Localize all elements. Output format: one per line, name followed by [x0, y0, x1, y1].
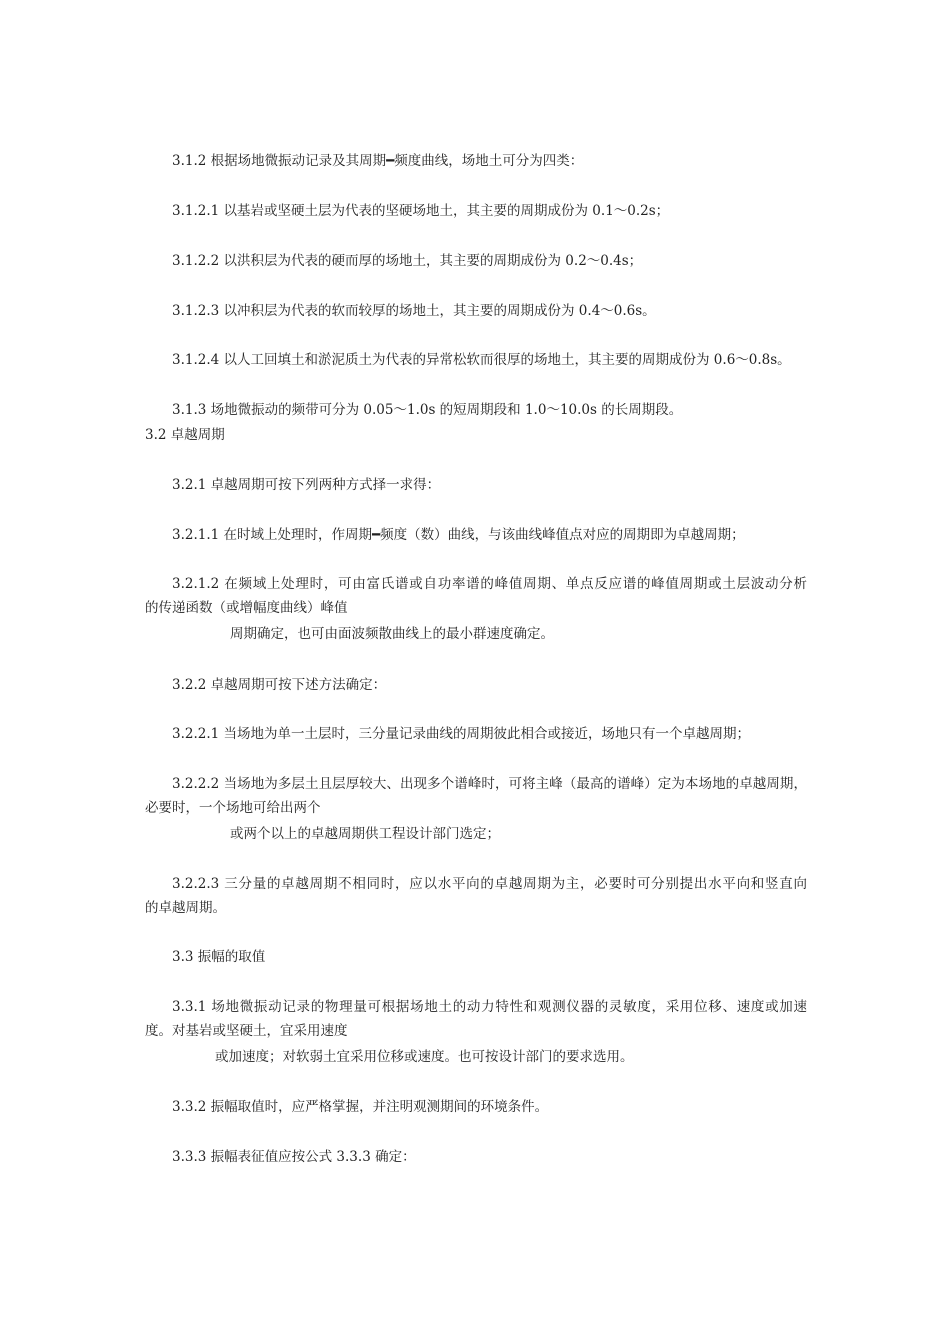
paragraph-3-3-2: 3.3.2 振幅取值时，应严格掌握，并注明观测期间的环境条件。 — [172, 1099, 549, 1115]
heading-3-2: 3.2 卓越周期 — [145, 427, 225, 443]
paragraph-3-2-2-1: 3.2.2.1 当场地为单一土层时，三分量记录曲线的周期彼此相合或接近，场地只有一个卓越周期； — [172, 726, 751, 742]
paragraph-3-1-3: 3.1.3 场地微振动的频带可分为 0.05～1.0s 的短周期段和 1.0～10.0s 的长周期段。 — [172, 402, 683, 418]
paragraph-3-3-1-line2: 度。对基岩或坚硬土，宜采用速度 — [145, 1023, 348, 1039]
paragraph-3-2-2-3-line1: 3.2.2.3 三分量的卓越周期不相同时，应以水平向的卓越周期为主，必要时可分别提出水平向和竖直向 — [172, 876, 807, 892]
paragraph-3-3-3: 3.3.3 振幅表征值应按公式 3.3.3 确定： — [172, 1149, 416, 1165]
paragraph-3-2-2: 3.2.2 卓越周期可按下述方法确定： — [172, 677, 387, 693]
paragraph-3-2-1-2-line1: 3.2.1.2 在频域上处理时，可由富氏谱或自功率谱的峰值周期、单点反应谱的峰值周期或土层波动分析 — [172, 576, 807, 592]
paragraph-3-1-2-4: 3.1.2.4 以人工回填土和淤泥质土为代表的异常松软而很厚的场地土，其主要的周期成份为 0.6～0.8s。 — [172, 352, 791, 368]
paragraph-3-2-2-3-line2: 的卓越周期。 — [145, 900, 226, 916]
paragraph-3-2-1: 3.2.1 卓越周期可按下列两种方式择一求得： — [172, 477, 441, 493]
paragraph-3-2-2-2-line2: 必要时，一个场地可给出两个 — [145, 800, 321, 816]
paragraph-3-2-2-2-line1: 3.2.2.2 当场地为多层土且层厚较大、出现多个谱峰时，可将主峰（最高的谱峰）定为本场地的卓越周期， — [172, 776, 807, 792]
paragraph-3-2-1-2-line2: 的传递函数（或增幅度曲线）峰值 — [145, 600, 348, 616]
paragraph-3-2-2-2-line3: 或两个以上的卓越周期供工程设计部门选定； — [230, 826, 500, 842]
paragraph-3-2-1-2-line3: 周期确定，也可由面波频散曲线上的最小群速度确定。 — [230, 626, 554, 642]
paragraph-3-2-1-1: 3.2.1.1 在时域上处理时，作周期━频度（数）曲线，与该曲线峰值点对应的周期即为卓越周期； — [172, 527, 745, 543]
paragraph-3-3-1-line1: 3.3.1 场地微振动记录的物理量可根据场地土的动力特性和观测仪器的灵敏度，采用位移、速度或加速 — [172, 999, 807, 1015]
paragraph-3-1-2: 3.1.2 根据场地微振动记录及其周期━频度曲线，场地土可分为四类： — [172, 153, 584, 169]
paragraph-3-1-2-1: 3.1.2.1 以基岩或坚硬土层为代表的坚硬场地土，其主要的周期成份为 0.1～0.2s； — [172, 203, 670, 219]
paragraph-3-1-2-3: 3.1.2.3 以冲积层为代表的软而较厚的场地土，其主要的周期成份为 0.4～0.6s。 — [172, 303, 656, 319]
paragraph-3-3-1-line3: 或加速度；对软弱土宜采用位移或速度。也可按设计部门的要求选用。 — [215, 1049, 634, 1065]
paragraph-3-1-2-2: 3.1.2.2 以洪积层为代表的硬而厚的场地土，其主要的周期成份为 0.2～0.4s； — [172, 253, 643, 269]
heading-3-3: 3.3 振幅的取值 — [172, 949, 266, 965]
